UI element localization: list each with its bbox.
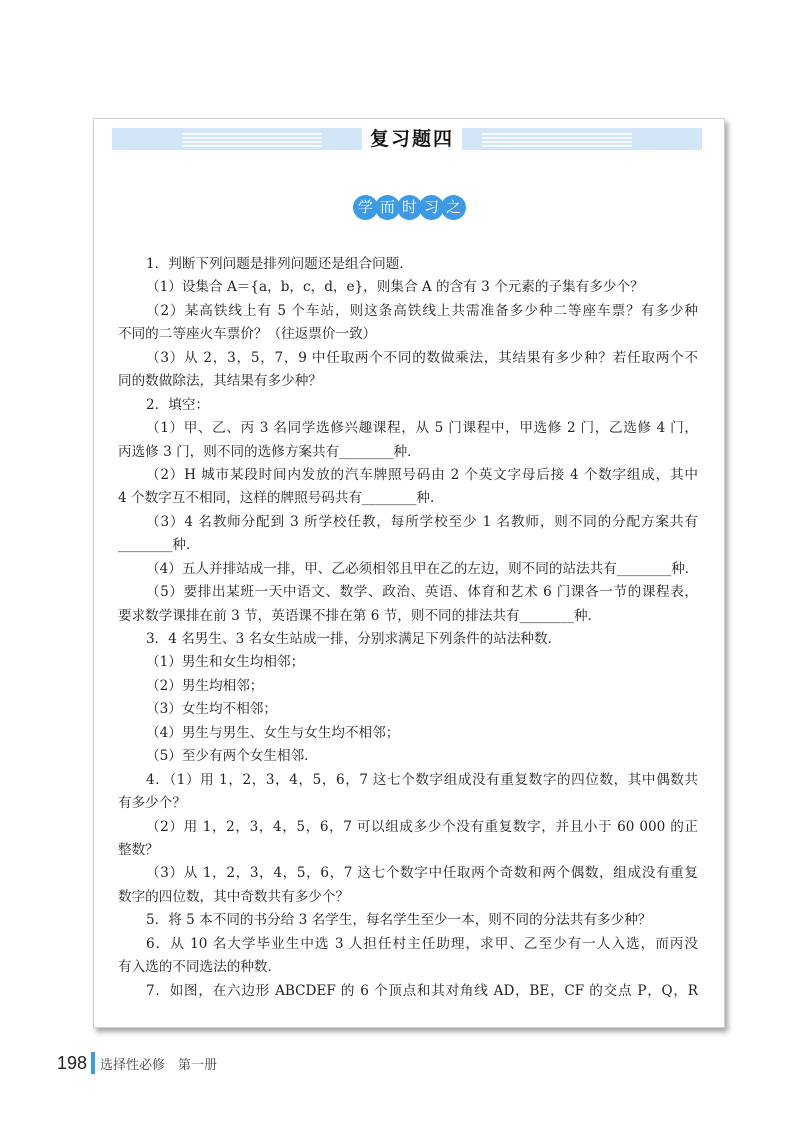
text-line: 4 个数字互不相同，这样的牌照号码共有________种． [118, 490, 444, 507]
text-line: 1．判断下列问题是排列问题还是组合问题． [146, 256, 413, 272]
text-line: 数字的四位数，其中奇数共有多少个？ [118, 888, 350, 905]
exercise-text [118, 253, 698, 1003]
exercise-panel [93, 118, 725, 1028]
text-line: 2．填空： [146, 396, 210, 413]
page-number: 198 [57, 1052, 88, 1073]
text-line: （2）H 城市某段时间内发放的汽车牌照号码由 2 个英文字母后接 4 个数字组成，其中 [146, 466, 698, 483]
text-line: 要求数学课排在前 3 节，英语课不排在第 6 节，则不同的排法共有________种． [118, 607, 602, 624]
text-line: （2）男生均相邻； [146, 677, 264, 694]
badge-char: 习 [419, 195, 444, 220]
section-badge [353, 195, 463, 220]
text-line: （1）设集合 A＝{a，b，c，d，e}，则集合 A 的含有 3 个元素的子集有多少个？ [146, 279, 644, 296]
text-line: （3）4 名教师分配到 3 所学校任教，每所学校至少 1 名教师，则不同的分配方案共有 [146, 513, 698, 530]
text-line: （2）某高铁线上有 5 个车站，则这条高铁线上共需准备多少种二等座车票？有多少种 [146, 302, 698, 319]
banner-stripes [182, 131, 322, 147]
page-title: 复习题四 [362, 124, 462, 154]
text-line: 7．如图，在六边形 ABCDEF 的 6 个顶点和其对角线 AD，BE，CF 的交点 P，Q，R [146, 982, 698, 999]
text-line: ________种． [118, 537, 200, 554]
text-line: （3）从 1，2，3，4，5，6，7 这七个数字中任取两个奇数和两个偶数，组成没有重复 [146, 865, 698, 882]
text-line: （4）男生与男生、女生与女生均不相邻； [146, 724, 400, 741]
text-line: （4）五人并排站成一排，甲、乙必须相邻且甲在乙的左边，则不同的站法共有________种． [146, 560, 699, 577]
text-line: 不同的二等座火车票价？（往返票价一致） [118, 326, 377, 343]
title-banner [112, 128, 702, 150]
text-line: （5）要排出某班一天中语文、数学、政治、英语、体育和艺术 6 门课各一节的课程表， [146, 584, 698, 601]
badge-char: 学 [353, 195, 378, 220]
text-line: 4．（1）用 1，2，3，4，5，6，7 这七个数字组成没有重复数字的四位数，其中偶数共 [146, 771, 698, 788]
text-line: 有入选的不同选法的种数． [118, 959, 282, 976]
text-line: 3．4 名男生、3 名女生站成一排，分别求满足下列条件的站法种数． [146, 631, 562, 647]
text-line: 整数？ [118, 841, 159, 858]
text-line: （1）男生和女生均相邻； [146, 654, 305, 671]
text-line: 5．将 5 本不同的书分给 3 名学生，每名学生至少一本，则不同的分法共有多少种？ [146, 912, 652, 929]
text-line: （1）甲、乙、丙 3 名同学选修兴趣课程，从 5 门课程中，甲选修 2 门，乙选修 4 门， [146, 420, 698, 437]
text-line: 丙选修 3 门，则不同的选修方案共有________种． [118, 443, 421, 460]
badge-char: 之 [441, 195, 466, 220]
text-line: （3）从 2，3，5，7，9 中任取两个不同的数做乘法，其结果有多少种？若任取两个不 [146, 349, 698, 366]
banner-stripes [482, 131, 632, 147]
text-line: （5）至少有两个女生相邻． [146, 748, 318, 765]
book-title: 选择性必修 第一册 [100, 1057, 218, 1073]
text-line: （2）用 1，2，3，4，5，6，7 可以组成多少个没有重复数字，并且小于 60 000 的正 [146, 818, 698, 835]
text-line: 有多少个？ [118, 795, 186, 812]
text-line: 同的数做除法，其结果有多少种？ [118, 373, 322, 390]
footer-divider [91, 1052, 95, 1074]
badge-char: 时 [397, 195, 422, 220]
text-line: （3）女生均不相邻； [146, 701, 277, 718]
badge-char: 而 [375, 195, 400, 220]
page-footer [57, 1052, 217, 1074]
text-line: 6．从 10 名大学毕业生中选 3 人担任村主任助理，求甲、乙至少有一人入选，而丙没 [146, 935, 698, 952]
